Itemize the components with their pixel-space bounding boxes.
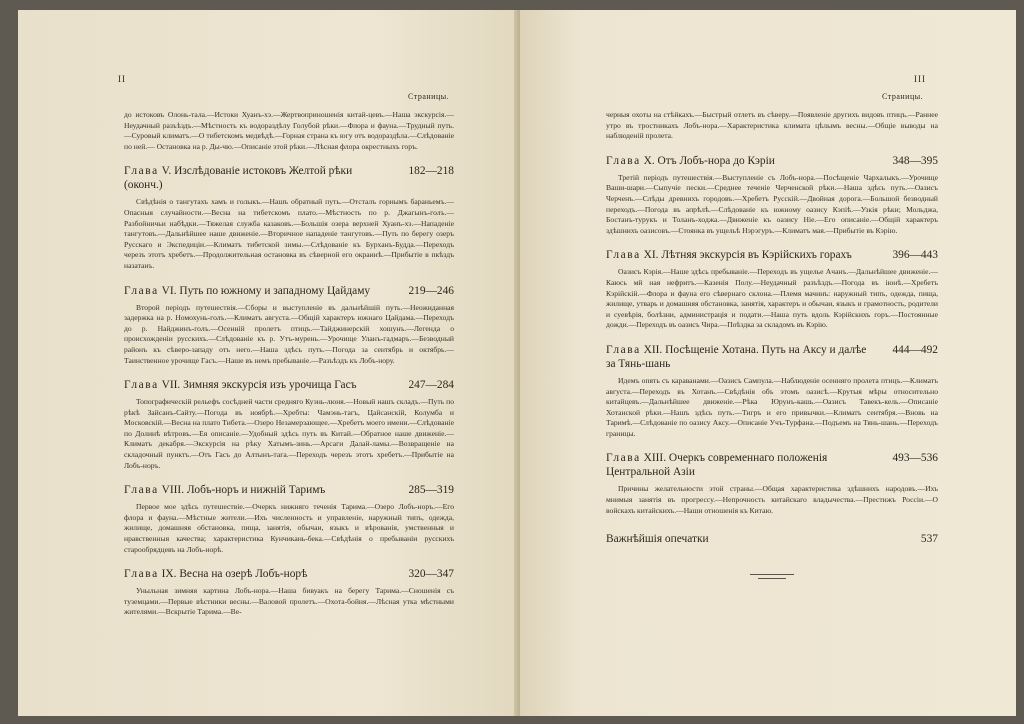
errata-page: 537 [920, 533, 938, 546]
running-head: Страницы. [882, 92, 924, 101]
book-spread [18, 10, 1016, 716]
chapter-summary: до истоковъ Олонь-тала.—Истоки Хуанъ-хэ.—Жертвоприношенія китай-цевъ.—Наша экскурсія.—Неудачный разъѣздъ.—Мѣстность къ водораздѣлу Голубой рѣки.—Флора и фауна.—Трудный путь.—Суровый климатъ.—О тибетскомъ медвѣдѣ.—Горная страна къ югу отъ водораздѣла.—Слѣдованіе по ней.— Остановка на р. Ды-чю.—Описаніе этой рѣки.—Лѣсная флора окрестныхъ горъ. [124, 110, 454, 151]
chapter-entry [124, 378, 454, 392]
page-range: 182—218 [408, 165, 454, 178]
chapter-entry [124, 164, 454, 192]
chapter-title: V. Изслѣдованіе истоковъ Желтой рѣки (оконч.) [124, 165, 353, 192]
chapter-label: Глава [606, 154, 641, 167]
chapter-summary: Причины желательности этой страны.—Общая характеристика здѣшнихъ народовъ.—Ихъ мнимыя занятія въ прогрессу.—Непрочность китайскаго владычества.—Престижъ Россіи.—О войскахъ китайскихъ.—Наши отношенія къ Китаю. [606, 484, 938, 515]
right-page [520, 10, 1016, 716]
page-range: 396—443 [892, 249, 938, 262]
chapter-title: XIII. Очеркъ современнаго положенія Центральной Азіи [606, 452, 828, 479]
errata-label: Важнѣйшія опечатки [606, 533, 709, 546]
chapter-label: Глава [124, 379, 159, 392]
chapter-summary: Третій періодъ путешествія.—Выступленіе съ Лобъ-нора.—Посѣщеніе Чархалыкъ.—Урочище Ваши-шари.—Сыпучіе пески.—Среднее теченіе Черченской рѣки.—Наша здѣсь путь.—Оазисъ Черченъ.—Слѣды древнихъ городовъ.—Хребетъ Русскій.—Двойная дорога.—Большой безводный переходъ.—Погода въ апрѣлѣ.—Слѣдованіе къ южному оазису Кэпіѣ.—Узкія рѣки; Мольджа, Бостанъ-турукъ и Толанъ-ходжа.—Движеніе къ оазису Ніе.—Его описаніе.—Общій характеръ здѣшнихъ оазисовъ.—Стоянка въ ущельѣ Нэрэгуръ.—Климатъ мая.—Прибытіе въ Кэрію. [606, 172, 938, 235]
chapter-entry [124, 284, 454, 298]
page-range: 348—395 [892, 154, 938, 167]
page-range: 493—536 [892, 452, 938, 465]
chapter-summary: Уныльная зимняя картина Лобъ-нора.—Наша бивуакъ на берегу Тарима.—Сношенія съ туземцами.—Первые вѣстники весны.—Валовой пролетъ.—Охота-бойня.—Лѣсная утка мѣстными жителями.—Вскрытіе Тарима.—Ве- [124, 586, 454, 617]
page-number: III [914, 74, 926, 84]
page-range: 444—492 [892, 343, 938, 356]
chapter-label: Глава [124, 165, 159, 178]
chapter-label: Глава [124, 568, 159, 581]
chapter-label: Глава [124, 284, 159, 297]
contents-column [124, 110, 454, 618]
chapter-title: XI. Лѣтняя экскурсія въ Кэрійскихъ горахъ [643, 249, 852, 262]
page-range: 320—347 [408, 568, 454, 581]
chapter-entry [124, 483, 454, 497]
page-range: 219—246 [408, 284, 454, 297]
chapter-entry [606, 343, 938, 371]
chapter-label: Глава [606, 249, 641, 262]
chapter-entry [606, 451, 938, 479]
chapter-entry [606, 248, 938, 262]
chapter-label: Глава [606, 452, 641, 465]
left-page [18, 10, 520, 716]
chapter-summary: Идемъ опять съ караванами.—Оазисъ Сампула.—Наблюденіе осенняго пролета птицъ.—Климатъ августа.—Переходъ въ Хотанъ.—Свѣдѣнія объ этомъ оазисѣ.—Крутыя мѣры относительно китайцевъ.—Дальнѣйшее движеніе.—Рѣка Юрунъ-кашь.—Оазисъ Тавекъ-кель.—Описаніе Хотанской рѣки.—Нашъ здѣсь путь.—Тигръ и его привычки.—Климатъ сентября.—Вновь на Таримѣ.—Слѣдованіе по оазису Аксу.—Описаніе Учъ-Турфана.—Подъемъ на Тянь-шань.—Переходъ границы. [606, 375, 938, 438]
end-rule-short [758, 578, 786, 579]
chapter-summary: Второй періодъ путешествія.—Сборы и выступленіе въ дальнѣйшій путь.—Неожиданная задержка на р. Номохунь-голъ.—Климатъ августа.—Общій характеръ южнаго Цайдама.—Переходъ до р. Найджинъ-голъ.—Осенній пролетъ птицъ.—Тайджинерскій хошунъ.—Легенда о происхожденіи русскихъ.—Слѣдованіе къ р. Утъ-мурень.—Урочище Уланъ-гадмаръ.—Безводный районъ къ сѣверо-западу отъ него.—Наша здѣсь путь.—Погода за сентябрь и октябрь.—Таинственное урочище Гасъ.—Наше въ немъ пребываніе.—Разъѣздъ къ Лобъ-нору. [124, 302, 454, 365]
chapter-title: XII. Посѣщеніе Хотана. Путь на Аксу и далѣе за Тянь-шань [606, 343, 867, 370]
page-number: II [118, 74, 126, 84]
end-rule [750, 574, 794, 575]
chapter-title: X. Отъ Лобъ-нора до Кэріи [643, 154, 775, 167]
contents-column [606, 110, 938, 579]
chapter-title: VIII. Лобъ-норъ и нижній Таримъ [161, 484, 326, 497]
chapter-summary: Топографическій рельефъ сосѣдней части средняго Куэнь-люня.—Новый нашъ складъ.—Путь по рѣкѣ Зайсанъ-Сайту.—Погода въ ноябрѣ.—Хребты: Чамэнь-тагъ, Цайсанскій, Колумба и Московскій.—Весна на плато Тибета.—Озеро Незамерзающее.—Хребетъ моего имени.—Слѣдованіе по Долинѣ вѣтровъ.—Ея описаніе.—Удобный здѣсь путь въ Китай.—Обратное наше движеніе.—Климатъ декабря.—Экскурсія на рѣку Хатымъ-зинь.—Арсаги Далай-ламы.—Возвращеніе на складочный пунктъ.—Отъ Гасъ до Алтынъ-тага.—Переходъ черезъ этотъ хребетъ.—Прибытіе на Лобъ-норъ. [124, 397, 454, 470]
chapter-summary: Свѣдѣнія о тангутахъ хамъ и голыкъ.—Нашъ обратный путь.—Отсталъ горнымъ бараньемъ.—Опасныя случайности.—Весна на тибетскомъ плато.—Мѣстность по р. Джагынъ-голъ.—Разбойничьи набѣдки.—Тяжелая служба казаковъ.—Большія озера верхней Хуанъ-хэ.—Нападеніе тангутовъ.—Дальнѣйшее наше движеніе.—Вторичное нападеніе тангутовъ.—Путь по берегу озеръ Русскаго и Экспедиціи.—Климатъ тибетской зимы.—Слѣдованіе къ Бурханъ-Будда.—Переходъ черезъ этотъ хребетъ.—Продолжительная остановка въ сѣверной его окраинѣ.—Прибытіе в пкѣздъ назатанъ. [124, 197, 454, 270]
page-range: 247—284 [408, 379, 454, 392]
errata-entry [606, 532, 938, 546]
chapter-summary: черныя охоты на стѣйкахъ.—Быстрый отлетъ въ сѣверу.—Появленіе другихъ видовъ птицъ.—Раннее утро въ тростникахъ Лобъ-нора.—Характеристика климата цѣлымъ весны.—Общіе выводы на наблюденій пролета. [606, 110, 938, 141]
chapter-title: VII. Зимняя экскурсія изъ урочища Гасъ [161, 379, 357, 392]
chapter-summary: Оазисъ Кэрія.—Наше здѣсь пребываніе.—Переходъ въ ущелье Ачанъ.—Дальнѣйшее движеніе.—Каюсь мй ная нефритъ.—Казенія Полу.—Неудачный разъѣздъ.—Погода въ іюнѣ.—Хребетъ Кэрійскій.—Флора и фауна его сѣвернаго склона.—Племя мачинъ: наружный типъ, одежда, пища, жилище, утварь и домашняя обстановка, занятія, характеръ и обычаи, языкъ и грамотность, родители и суевѣрія, болѣзни, администрація и подати.—Наша путь вдоль Кэрійскихъ горъ.—Постоянные дожди.—Переходъ въ оазисъ Чира.—Поѣздка за складомъ въ Кэрію. [606, 267, 938, 330]
page-range: 285—319 [408, 484, 454, 497]
chapter-title: VI. Путь по южному и западному Цайдаму [161, 284, 371, 297]
chapter-label: Глава [124, 484, 159, 497]
chapter-title: IX. Весна на озерѣ Лобъ-норѣ [161, 568, 308, 581]
chapter-entry [606, 154, 938, 168]
chapter-label: Глава [606, 343, 641, 356]
running-head: Страницы. [408, 92, 450, 101]
chapter-entry [124, 567, 454, 581]
chapter-summary: Первое мое здѣсь путешествіе.—Очеркъ нижняго теченія Тарима.—Озеро Лобъ-норъ.—Его флора и фауна.—Мѣстные жители.—Ихъ численность и управленіе, наружный типъ, одежда, жилище, домашняя обстановка, пища, занятія, обычаи, языкъ и вѣрованія, умственныя и нравственныя качества; характеристика Кунчикань-бека.—Свѣдѣнія о пребываніи русскихъ старообрядцевъ на Лобъ-норѣ. [124, 502, 454, 554]
